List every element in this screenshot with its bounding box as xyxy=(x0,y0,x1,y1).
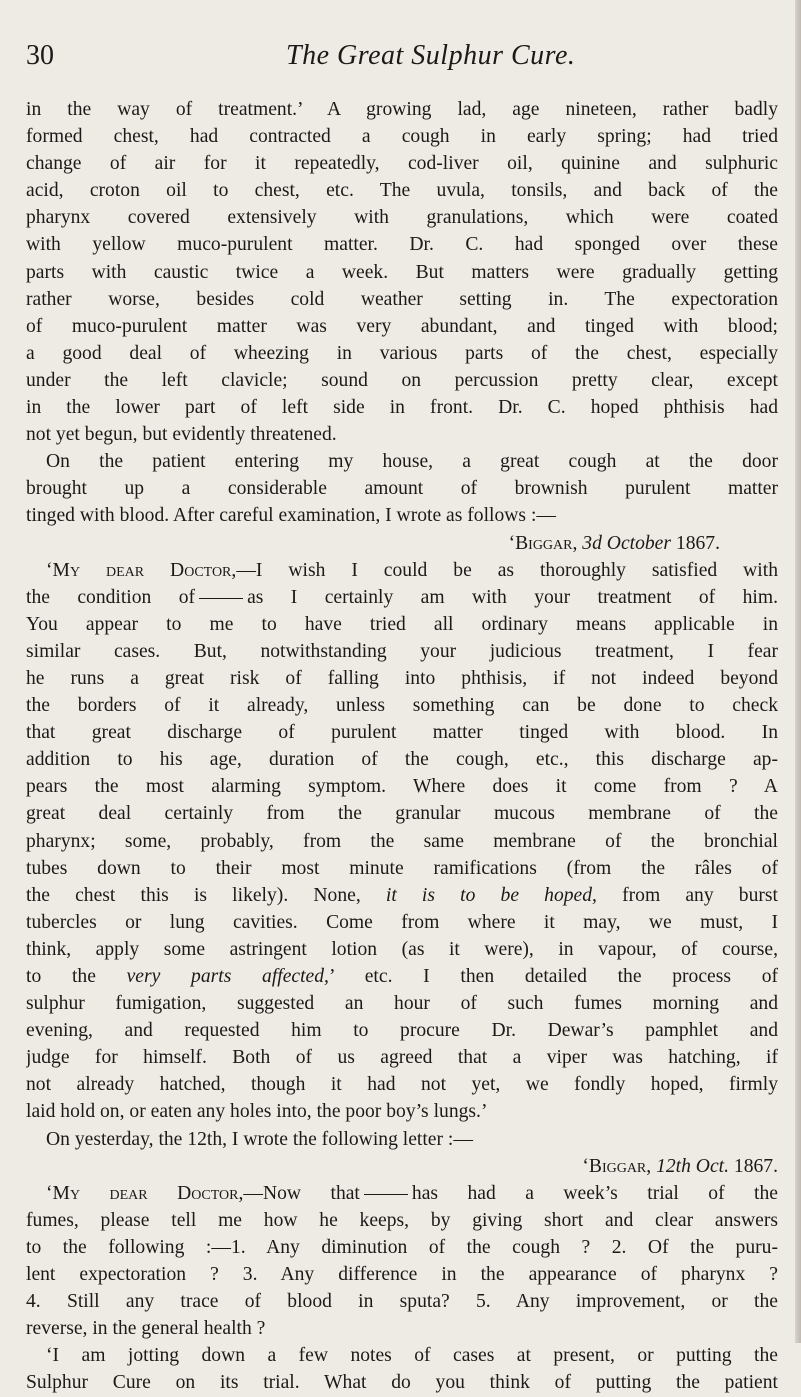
letter-salutation xyxy=(26,557,778,584)
salutation-continuation: —Now that xyxy=(243,1182,360,1204)
text-line: in the lower part of left side in front. Dr. C. hoped phthisis had xyxy=(26,397,778,419)
text-line: Sulphur Cure on its trial. What do you think of putting the patient xyxy=(26,1372,778,1394)
text-line: You appear to me to have tried all ordinary means applicable in xyxy=(26,613,778,635)
text-line: On yesterday, the 12th, I wrote the following letter :— xyxy=(46,1128,473,1150)
dateline-place: ‘Biggar, xyxy=(582,1155,652,1177)
name-omission-dash xyxy=(364,1194,408,1195)
salutation-text: ‘My dear Doctor, xyxy=(46,1182,244,1204)
text-line: evening, and requested him to procure Dr. Dewar’s pamphlet and xyxy=(26,1020,778,1042)
text-line: he runs a great risk of falling into phthisis, if not indeed beyond xyxy=(26,667,778,689)
line-text: the chest this is likely). None, xyxy=(26,884,361,906)
letter-dateline xyxy=(26,1153,778,1180)
text-line: similar cases. But, notwithstanding your judicious treatment, I fear xyxy=(26,640,778,662)
page-header xyxy=(26,40,781,80)
text-line: laid hold on, or eaten any holes into, the poor boy’s lungs.’ xyxy=(26,1101,488,1123)
text-line: a good deal of wheezing in various parts of the chest, especially xyxy=(26,342,778,364)
text-line: change of air for it repeatedly, cod-liver oil, quinine and sulphuric xyxy=(26,153,778,175)
text-line: not already hatched, though it had not yet, we fondly hoped, firmly xyxy=(26,1074,778,1096)
line-text: as I certainly am with your treatment of him. xyxy=(247,586,778,608)
text-line: not yet begun, but evidently threatened. xyxy=(26,424,337,446)
text-line: rather worse, besides cold weather setting in. The expectoration xyxy=(26,288,778,310)
text-line: pears the most alarming symptom. Where does it come from ? A xyxy=(26,776,778,798)
text-line xyxy=(26,584,778,611)
line-text: to the xyxy=(26,966,96,987)
text-line xyxy=(26,963,778,990)
text-line: great deal certainly from the granular mucous membrane of the xyxy=(26,803,778,825)
dateline-date: 12th Oct. xyxy=(656,1155,729,1177)
text-line xyxy=(26,882,778,909)
dateline-date: 3d October xyxy=(582,532,671,554)
text-line: acid, croton oil to chest, etc. The uvula, tonsils, and back of the xyxy=(26,180,778,202)
text-line: judge for himself. Both of us agreed that a viper was hatching, if xyxy=(26,1047,778,1069)
italic-text: very parts affected, xyxy=(126,966,329,987)
letter-dateline xyxy=(26,530,778,557)
text-line: reverse, in the general health ? xyxy=(26,1318,266,1340)
text-line: lent expectoration ? 3. Any difference in the appearance of pharynx ? xyxy=(26,1264,778,1286)
salutation-continuation: —I wish I could be as thoroughly satisfied with xyxy=(236,559,778,581)
dateline-place: ‘Biggar, xyxy=(508,532,578,554)
running-title: The Great Sulphur Cure. xyxy=(286,40,576,71)
line-text: from any burst xyxy=(622,884,778,906)
text-line: with yellow muco-purulent matter. Dr. C. had sponged over these xyxy=(26,234,778,256)
line-text: has had a week’s trial of the xyxy=(411,1182,778,1204)
text-line: tubes down to their most minute ramifications (from the râles of xyxy=(26,857,778,879)
letter-salutation xyxy=(26,1180,778,1207)
text-line: of muco-purulent matter was very abundant, and tinged with blood; xyxy=(26,315,778,337)
text-line: formed chest, had contracted a cough in early spring; had tried xyxy=(26,126,778,148)
italic-text: it is to be hoped, xyxy=(385,884,597,906)
text-line: sulphur fumigation, suggested an hour of such fumes morning and xyxy=(26,993,778,1015)
text-line: that great discharge of purulent matter tinged with blood. In xyxy=(26,722,778,744)
name-omission-dash xyxy=(199,598,243,599)
text-line: tinged with blood. After careful examination, I wrote as follows :— xyxy=(26,505,556,527)
text-line: under the left clavicle; sound on percussion pretty clear, except xyxy=(26,369,778,391)
text-line: think, apply some astringent lotion (as it were), in vapour, of course, xyxy=(26,938,778,960)
dateline-year: 1867. xyxy=(675,532,720,554)
page-number: 30 xyxy=(26,40,54,71)
text-line: the borders of it already, unless something can be done to check xyxy=(26,695,778,717)
body-text xyxy=(26,96,778,1397)
line-text: the condition of xyxy=(26,586,196,608)
text-line: fumes, please tell me how he keeps, by giving short and clear answers xyxy=(26,1209,778,1231)
text-line: On the patient entering my house, a great cough at the door xyxy=(46,451,778,473)
text-line: parts with caustic twice a week. But matters were gradually getting xyxy=(26,261,778,283)
text-line: ‘I am jotting down a few notes of cases at present, or putting the xyxy=(46,1345,778,1367)
text-line: tubercles or lung cavities. Come from where it may, we must, I xyxy=(26,911,778,933)
text-line: in the way of treatment.’ A growing lad, age nineteen, rather badly xyxy=(26,99,778,120)
text-line: addition to his age, duration of the cough, etc., this discharge ap- xyxy=(26,749,778,771)
dateline-year: 1867. xyxy=(733,1155,778,1177)
text-line: brought up a considerable amount of brownish purulent matter xyxy=(26,478,778,500)
line-text: ’ etc. I then detailed the process of xyxy=(328,966,778,987)
text-line: 4. Still any trace of blood in sputa? 5. Any improvement, or the xyxy=(26,1291,778,1313)
text-line: pharynx covered extensively with granulations, which were coated xyxy=(26,207,778,229)
text-line: pharynx; some, probably, from the same membrane of the bronchial xyxy=(26,830,778,852)
text-line: to the following :—1. Any diminution of the cough ? 2. Of the puru- xyxy=(26,1236,778,1258)
salutation-text: ‘My dear Doctor, xyxy=(46,559,237,581)
page-edge-shadow xyxy=(795,0,801,1343)
